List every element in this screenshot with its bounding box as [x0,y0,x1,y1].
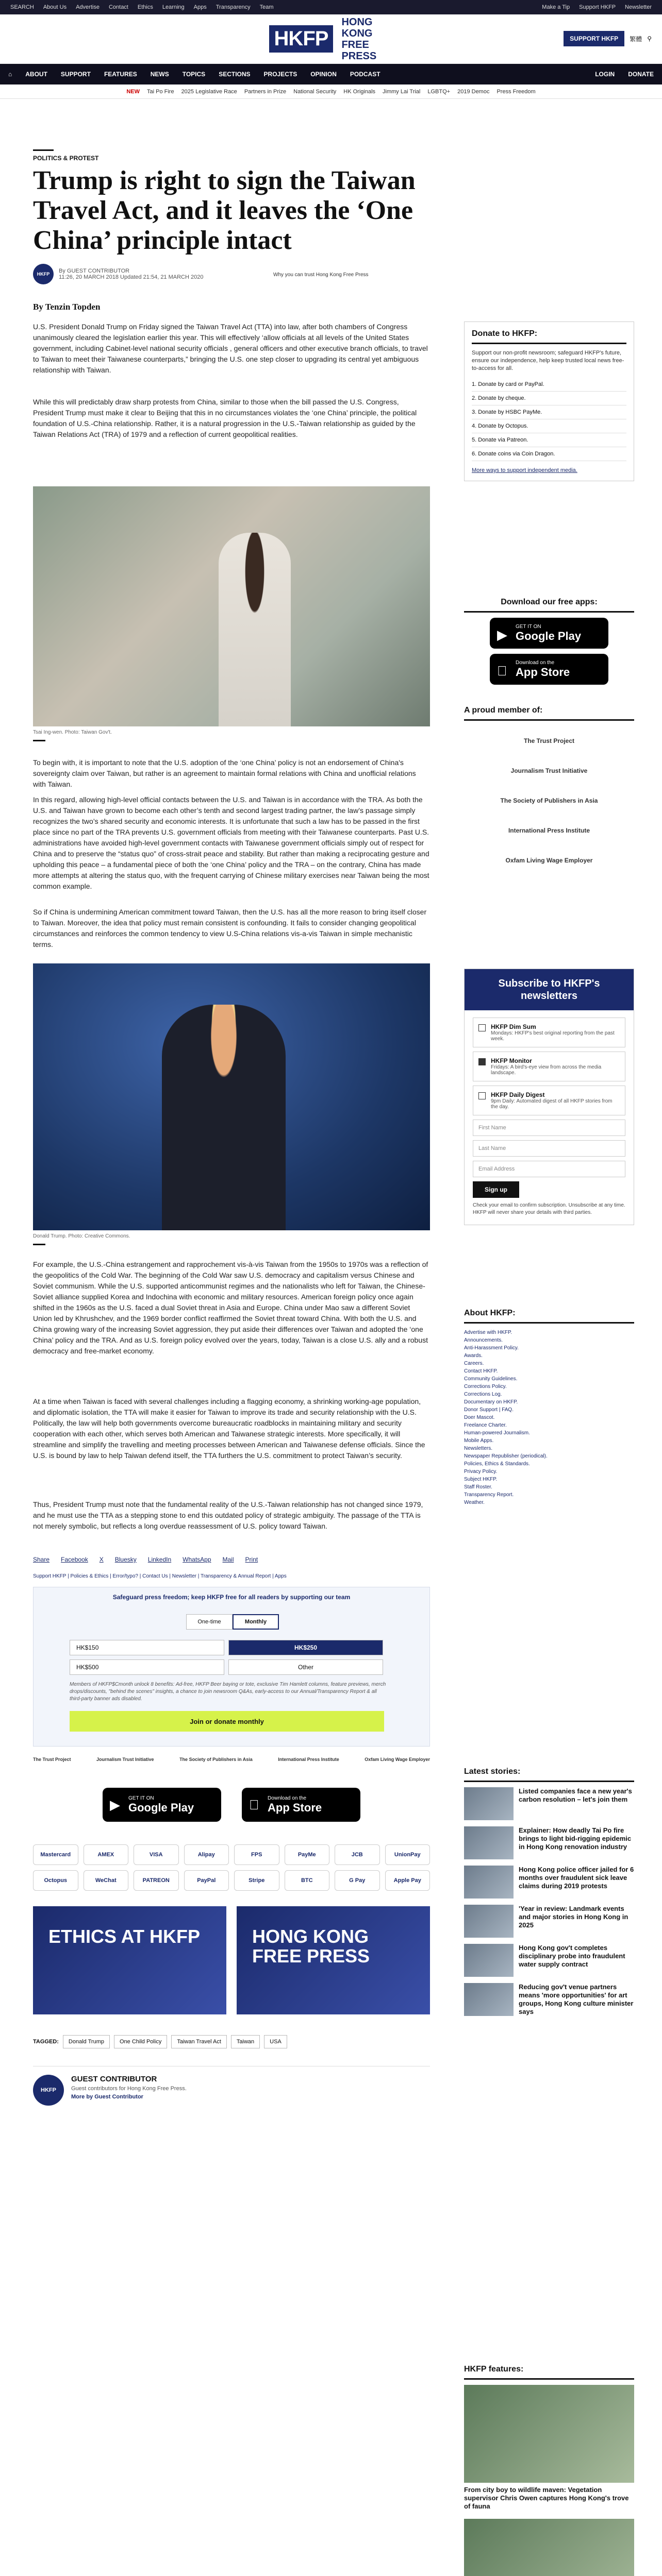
sidebar-members [464,706,634,875]
topbar-link-team[interactable]: Team [259,4,274,10]
share-facebook[interactable]: Facebook [61,1556,88,1563]
author-name[interactable]: GUEST CONTRIBUTOR [71,2075,157,2083]
trend-item[interactable]: Press Freedom [496,88,536,95]
trend-item[interactable]: Partners in Prize [244,88,287,95]
about-link[interactable]: Donor Support | FAQ. [464,1407,514,1413]
banner-title: ETHICS AT HKFP [48,1926,200,1947]
article-title: Trump is right to sign the Taiwan Travel Act, and it leaves the ‘One China’ principle intact [33,166,416,255]
feature-story[interactable] [464,2385,634,2511]
join-donate-button[interactable]: Join or donate monthly [70,1711,384,1732]
about-link[interactable]: Weather. [464,1500,485,1505]
nav-topics[interactable]: TOPICS [182,71,206,78]
about-link[interactable]: Mobile Apps. [464,1438,494,1444]
sidebar-heading: Donate to HKFP: [472,329,626,344]
play-icon: ▶ [110,1797,120,1812]
paragraph: In this regard, allowing high-level official contacts between the U.S. and Taiwan is in accordance with the TRA. As both the U.S. and Taiwan have grown to become each other’s tenth and second largest trading partner, the law’s passage simply recognizes the two’s shared security and economic interests. It is unfortunate that such a law has to be passed in the first place since no part of the TRA prevents U.S. government officials from meeting with their Taiwanese counterparts. Past U.S. administrations have avoided high-level government contacts with Taiwanese government officials simply out of respect for China and to preserve the “status quo” of cross-strait peace and stability. But rather than making a reciprocating gesture and upholding this peace – a fundamental piece of both the ‘one China’ policy and the TRA – on the contrary, China has made more attempts at altering the status quo, with the frequent carrying of Chinese military exercises near Taiwan being the most common example. [33,795,429,890]
share-linkedin[interactable]: LinkedIn [147,1556,172,1563]
tab-monthly[interactable]: Monthly [233,1614,279,1630]
newsletter-header [465,969,634,1010]
payment-logo[interactable]: G Pay [335,1870,380,1891]
donate-option[interactable]: 6. Donate coins via Coin Dragon. [472,447,626,461]
trend-item[interactable]: Jimmy Lai Trial [383,88,421,95]
payment-logo[interactable]: PayPal [184,1870,229,1891]
sidebar-heading: Download our free apps: [464,598,634,613]
about-link[interactable]: Human-powered Journalism. [464,1430,530,1436]
story-title[interactable]: Explainer: How deadly Tai Po fire brings to light bid-rigging epidemic in Hong Kong renovation industry [519,1826,632,1851]
latest-story[interactable] [464,1787,634,1820]
latest-list [464,1787,634,2016]
payment-logo[interactable]: VISA [134,1844,179,1865]
share-print[interactable]: Print [245,1556,258,1563]
ethics-banner[interactable] [33,1906,226,2014]
newsletter-note: Check your email to confirm subscription. Unsubscribe at any time. HKFP will never share your details with third parties. [473,1202,625,1215]
payment-logo[interactable]: Apple Pay [385,1870,431,1891]
story-title[interactable]: Hong Kong police officer jailed for 6 months over fraudulent sick leave claims during 2019 protests [519,1866,634,1890]
separator [33,740,45,741]
about-link[interactable]: Corrections Log. [464,1392,502,1397]
nl-desc: 9pm Daily: Automated digest of all HKFP stories from the day. [491,1098,613,1110]
member-logo[interactable]: The Society of Publishers in Asia [500,797,598,804]
byline [33,264,203,284]
about-link[interactable]: Anti-Harassment Policy. [464,1345,519,1351]
paragraph: For example, the U.S.-China estrangement and rapprochement vis-à-vis Taiwan from the 1950s to 1970s was a reflection of the geopolitics of the Cold War. The beginning of the Cold War saw U.S. democracy and capitalism versus Chinese and Soviet communism. While the U.S. supported anticommunist regimes and the nationalists who left for Taiwan, the Chinese-Soviet alliance supplied Korea and Indochina with economic and military resources. American foreign policy once again shifted in the 1960s as the U.S. faced a dual Soviet threat in Asia and Europe. China under Mao saw a different Soviet Union led by Khrushchev, and the 1969 border conflict reaffirmed the Soviet threat toward China. With both the U.S. and China growing wary of the increasing Soviet aggression, they put aside their differences over Taiwan and adopted the ‘one China’ policy and the TRA. And as U.S. foreign policy evolved over the years, today, Taiwan is a close U.S. ally and a robust democracy and free-market economy. [33,1260,428,1355]
about-link[interactable]: Privacy Policy. [464,1469,498,1475]
trend-item[interactable]: Tai Po Fire [146,88,174,95]
payment-logo[interactable]: WeChat [84,1870,129,1891]
sidebar-latest [464,1767,634,2022]
jti-logo[interactable]: Journalism Trust Initiative [96,1757,154,1762]
nl-name: HKFP Monitor [491,1057,532,1064]
sidebar-heading: A proud member of: [464,706,634,721]
more-by-author[interactable]: More by Guest Contributor [71,2094,143,2100]
payment-logo[interactable]: PayMe [285,1844,330,1865]
nav-donate[interactable]: DONATE [628,71,654,78]
share-bluesky[interactable]: Bluesky [114,1556,137,1563]
donation-heading: Safeguard press freedom; keep HKFP free for all readers by supporting our team [112,1594,351,1601]
nav-projects[interactable]: PROJECTS [263,71,297,78]
sidebar-about [464,1309,634,1506]
hkfp-banner[interactable] [237,1906,430,2014]
main-nav [0,64,662,84]
paragraph: While this will predictably draw sharp protests from China, similar to those when the bill passed the U.S. Congress, President Trump must make it clear to Beijing that this in no circumstances violates the ‘one China’ principle, the political foundation of U.S.-China relationship. Rather, it is a natural progression in the U.S.-Taiwan relationship as guided by the Taiwan Relations Act (TRA) of 1979 and a reflection of current geopolitical realities. [33,398,417,438]
tag[interactable]: Donald Trump [63,2035,110,2048]
checkbox[interactable] [478,1092,486,1099]
about-list [464,1329,634,1506]
about-link[interactable]: Documentary on HKFP. [464,1399,518,1405]
sopa-logo[interactable]: The Society of Publishers in Asia [179,1757,253,1762]
topbar-newsletter[interactable]: Newsletter [625,4,652,10]
byline-dates: 11:26, 20 MARCH 2018 Updated 21:54, 21 MARCH 2020 [59,274,204,280]
photo-caption: Tsai Ing-wen. Photo: Taiwan Gov't. [33,730,112,735]
share-mail[interactable]: Mail [222,1556,234,1563]
sidebar-features [464,2365,634,2576]
donate-desc: Support our non-profit newsroom; safeguard HKFP's future, ensure our independence, help keep trusted local news free-to-access for all. [472,350,624,371]
amount-option[interactable]: HK$150 [70,1640,224,1655]
author-info [71,2075,187,2117]
story-thumbnail[interactable] [464,1944,514,1977]
newsletter-title: Subscribe to HKFP's newsletters [498,978,600,1002]
amount-option-selected[interactable]: HK$250 [228,1640,383,1655]
member-logo[interactable]: The Trust Project [523,737,575,744]
gp-big: Google Play [516,629,582,642]
topbar-support[interactable]: Support HKFP [579,4,616,10]
nav-sections[interactable]: SECTIONS [219,71,251,78]
latest-story[interactable] [464,1944,634,1977]
sidebar-donate [464,321,634,481]
topbar-tip[interactable]: Make a Tip [542,4,570,10]
tag[interactable]: Taiwan Travel Act [171,2035,227,2048]
about-link[interactable]: Community Guidelines. [464,1376,518,1382]
as-small: Download on the [268,1795,307,1801]
story-thumbnail[interactable] [464,1866,514,1899]
trend-item[interactable]: 2019 Democ [457,88,490,95]
hkfp-logo[interactable]: HKFP [269,25,334,53]
member-logo[interactable]: International Press Institute [508,827,590,834]
apple-icon [497,663,507,679]
payment-logo[interactable]: Mastercard [33,1844,78,1865]
tsai-ing-wen-photo [33,486,430,726]
paragraph: At a time when Taiwan is faced with several challenges including a flagging economy, a shrinking working-age population, and diplomatic isolation, the TTA will make it easier for Taiwan to improve its trade and security relationship with the U.S. Politically, the law will help both governments overcome bureaucratic roadblocks in maintaining military and security cooperation with each other, which serves both American and Taiwanese strategic interests. More specifically, it will streamline and simplify the travelling and meeting processes between American and Taiwanese defense officials. Since the U.S. is bound by law to help Taiwan defend itself, the TTA furthers the U.S. commitment to protect Taiwan’s security. [33,1397,425,1460]
article-author: By Tenzin Topden [33,302,101,312]
latest-story[interactable] [464,1983,634,2016]
about-link[interactable]: Freelance Charter. [464,1422,507,1428]
newsletter-option[interactable] [473,1018,625,1047]
payment-logo[interactable]: BTC [285,1870,330,1891]
ipi-logo[interactable]: International Press Institute [278,1757,339,1762]
nl-desc: Mondays: HKFP's best original reporting from the past week. [491,1030,615,1042]
amount-options [70,1640,383,1675]
logo-text[interactable]: HONG KONG FREE PRESS [341,16,377,62]
latest-story[interactable] [464,1826,634,1859]
member-logo[interactable]: Oxfam Living Wage Employer [505,857,593,864]
as-big: App Store [516,665,570,679]
feature-story[interactable] [464,2519,634,2576]
site-header [0,14,662,64]
about-link[interactable]: Policies, Ethics & Standards. [464,1461,530,1467]
banner-title: HONG KONG FREE PRESS [252,1926,370,1967]
tab-one-time[interactable]: One-time [186,1614,233,1630]
sidebar-heading: About HKFP: [464,1309,634,1324]
search-icon[interactable]: ⚲ [647,35,652,42]
photo-figure [219,533,291,726]
about-link[interactable]: Announcements. [464,1337,503,1343]
sidebar-heading: Latest stories: [464,1767,634,1782]
gp-small: GET IT ON [516,623,541,630]
email-input[interactable]: Email Address [473,1161,625,1177]
last-name-input[interactable]: Last Name [473,1140,625,1157]
trust-project-logo[interactable]: The Trust Project [33,1757,71,1762]
sidebar-heading: HKFP features: [464,2365,634,2380]
share-bar [33,1556,258,1563]
sidebar-apps [464,598,634,690]
features-list [464,2385,634,2576]
payment-logo[interactable]: Alipay [184,1844,229,1865]
payment-logo[interactable]: JCB [335,1844,380,1865]
frequency-tabs [186,1614,279,1630]
tags-label: TAGGED: [33,2039,59,2045]
latest-story[interactable] [464,1905,634,1938]
author-box [33,2066,430,2117]
nav-about[interactable]: ABOUT [25,71,47,78]
paragraph: So if China is undermining American commitment toward Taiwan, then the U.S. has all the more reason to bring itself closer to Taiwan. Moreover, the idea that policy must remain consistent is confounding. It fails to consider changing geopolitical circumstances and reinforces the common tendency to view U.S-China relations vis-a-vis Taiwan in simple mechanistic terms. [33,908,427,948]
paragraph: U.S. President Donald Trump on Friday signed the Taiwan Travel Act (TTA) into law, after both chambers of Congress unanimously cleared the legislation earlier this year. This will effectively ‘allow officials at all levels of the United States government, including Cabinet-level national security officials , general officers and other executive branch officials, to travel to Taiwan to meet their Taiwanese counterparts,” bringing the U.S. one step closer to upgrading its central yet ambiguous relationship with Taiwan. [33,323,428,374]
story-thumbnail[interactable] [464,1826,514,1859]
category-rule [33,149,54,151]
story-title[interactable]: Listed companies face a new year's carbon resolution – let's join them [519,1787,632,1803]
topbar-link-contact[interactable]: Contact [108,4,128,10]
about-link[interactable]: Newspaper Republisher (periodical). [464,1453,548,1459]
nav-support[interactable]: SUPPORT [60,71,91,78]
share-whatsapp[interactable]: WhatsApp [183,1556,211,1563]
topbar-link-about[interactable]: About Us [43,4,67,10]
payment-methods [33,1844,430,1891]
nav-login[interactable]: LOGIN [595,71,615,78]
oxfam-logo[interactable]: Oxfam Living Wage Employer [365,1757,430,1762]
byline-text [59,268,203,280]
feature-image[interactable] [464,2519,634,2576]
story-thumbnail[interactable] [464,1905,514,1938]
tag[interactable]: Taiwan [231,2035,260,2048]
payment-logo[interactable]: Stripe [234,1870,279,1891]
app-buttons [33,1788,430,1822]
search-link[interactable]: SEARCH [10,4,34,10]
separator [33,1244,45,1245]
payment-logo[interactable]: PATREON [134,1870,179,1891]
checkbox-checked[interactable] [478,1058,486,1065]
first-name-input[interactable]: First Name [473,1120,625,1136]
google-play-button[interactable] [103,1788,221,1822]
article-category[interactable]: POLITICS & PROTEST [33,155,99,162]
donate-option[interactable]: 1. Donate by card or PayPal. [472,378,626,392]
payment-logo[interactable]: Octopus [33,1870,78,1891]
home-icon[interactable]: ⌂ [8,71,12,78]
about-link[interactable]: Newsletters. [464,1446,493,1451]
donation-box [33,1587,430,1747]
byline-author[interactable]: By GUEST CONTRIBUTOR [59,268,130,274]
play-icon: ▶ [497,627,507,642]
lang-switch[interactable]: 繁體 [630,35,642,43]
payment-logo[interactable]: UnionPay [385,1844,431,1865]
payment-logo[interactable]: AMEX [84,1844,129,1865]
member-logo[interactable]: Journalism Trust Initiative [510,767,588,774]
article-tags [33,2035,287,2048]
checkbox[interactable] [478,1024,486,1031]
latest-story[interactable] [464,1866,634,1899]
tag[interactable]: One Child Policy [114,2035,167,2048]
sidebar-newsletter [464,969,634,1225]
more-ways-link[interactable]: More ways to support independent media. [472,467,577,473]
as-big: App Store [268,1801,322,1814]
about-link[interactable]: Transparency Report. [464,1492,514,1498]
topbar-link-apps[interactable]: Apps [193,4,207,10]
about-link[interactable]: Subject HKFP. [464,1477,498,1482]
paragraph: To begin with, it is important to note that the U.S. adoption of the ‘one China’ policy is not an endorsement of China's sovereignty claim over Taiwan, but rather is an agreement to maintain formal relations with China and unofficial relations with Taiwan. [33,758,416,788]
about-link[interactable]: Advertise with HKFP. [464,1330,512,1335]
support-links[interactable]: Support HKFP | Policies & Ethics | Error/typo? | Contact Us | Newsletter | Transparency & Annual Report | Apps [33,1573,287,1579]
donate-option[interactable]: 4. Donate by Octopus. [472,419,626,433]
topbar-link-advertise[interactable]: Advertise [76,4,100,10]
trend-item[interactable]: HK Originals [343,88,376,95]
trending-bar [0,84,662,99]
photo-figure [162,1005,286,1230]
gp-small: GET IT ON [128,1795,154,1801]
about-link[interactable]: Contact HKFP. [464,1368,498,1374]
share-label[interactable]: Share [33,1556,50,1563]
trend-item[interactable]: 2025 Legislative Race [181,88,237,95]
amount-option-other[interactable]: Other [228,1659,383,1675]
nl-name: HKFP Daily Digest [491,1091,545,1098]
story-title[interactable]: 'Year in review: Landmark events and major stories in Hong Kong in 2025 [519,1905,628,1929]
donald-trump-photo [33,963,430,1230]
member-logos-row [33,1757,430,1762]
nl-name: HKFP Dim Sum [491,1023,536,1030]
nav-features[interactable]: FEATURES [104,71,137,78]
as-small: Download on the [516,659,555,666]
story-thumbnail[interactable] [464,1983,514,2016]
story-title[interactable]: Hong Kong gov't completes disciplinary probe into fraudulent water supply contract [519,1944,625,1968]
donate-option[interactable]: 2. Donate by cheque. [472,392,626,405]
feature-image[interactable] [464,2385,634,2483]
new-badge: NEW [126,88,140,95]
google-play-button[interactable] [490,618,608,649]
topbar-link-ethics[interactable]: Ethics [137,4,153,10]
author-avatar[interactable]: HKFP [33,264,54,284]
about-link[interactable]: Staff Roster. [464,1484,492,1490]
amount-option[interactable]: HK$500 [70,1659,224,1675]
newsletter-option[interactable] [473,1086,625,1115]
top-bar [0,0,662,14]
share-x[interactable]: X [99,1556,104,1563]
newsletter-option[interactable] [473,1052,625,1081]
tag[interactable]: USA [264,2035,287,2048]
author-desc: Guest contributors for Hong Kong Free Press. [71,2086,187,2092]
story-title[interactable]: Reducing gov't venue partners means 'more opportunities' for art groups, Hong Kong culture minister says [519,1983,634,2015]
feature-title[interactable]: From city boy to wildlife maven: Vegetation supervisor Chris Owen captures Hong Kong's trove of fauna [464,2486,629,2510]
payment-logo[interactable]: FPS [234,1844,279,1865]
header-actions [564,31,652,46]
author-avatar[interactable]: HKFP [33,2075,64,2106]
nav-news[interactable]: NEWS [150,71,169,78]
gp-big: Google Play [128,1801,194,1814]
nav-podcast[interactable]: PODCAST [350,71,380,78]
topbar-link-transparency[interactable]: Transparency [216,4,251,10]
trend-item[interactable]: National Security [293,88,337,95]
story-thumbnail[interactable] [464,1787,514,1820]
apple-icon [249,1797,259,1813]
trend-item[interactable]: LGBTQ+ [427,88,451,95]
about-link[interactable]: Awards. [464,1353,483,1359]
app-store-button[interactable] [242,1788,360,1822]
trust-link[interactable]: Why you can trust Hong Kong Free Press [273,272,369,278]
paragraph: Thus, President Trump must note that the fundamental reality of the U.S.-Taiwan relationship has not changed since 1979, and he must use the TTA as a stepping stone to end this outdated policy of strategic ambiguity. The passage of the TTA is not merely symbolic, but reflects a long overdue reassessment of U.S. policy toward Taiwan. [33,1500,423,1530]
support-hkfp-button[interactable]: SUPPORT HKFP [564,31,624,46]
signup-button[interactable]: Sign up [473,1181,519,1198]
membership-text: Members of HKFP$Cmonth unlock 8 benefits: Ad-free, HKFP Beer baying or tote, exclusive Tim Hamlett columns, feature previews, merch drops/discounts, "behind the scenes" insights, a chance to join newsroom Q&As, early-access to our Annual/Transparency Report & all third-party banner ads disabled. [70,1682,386,1702]
about-link[interactable]: Doer Mascot. [464,1415,495,1420]
topbar-link-learning[interactable]: Learning [162,4,185,10]
about-link[interactable]: Careers. [464,1361,484,1366]
app-store-button[interactable] [490,654,608,685]
nl-desc: Fridays: A bird's-eye view from across the media landscape. [491,1064,602,1076]
donate-option[interactable]: 5. Donate via Patreon. [472,433,626,447]
donate-option[interactable]: 3. Donate by HSBC PayMe. [472,405,626,419]
nav-opinion[interactable]: OPINION [310,71,337,78]
about-link[interactable]: Corrections Policy. [464,1384,507,1389]
photo-caption: Donald Trump. Photo: Creative Commons. [33,1233,130,1239]
